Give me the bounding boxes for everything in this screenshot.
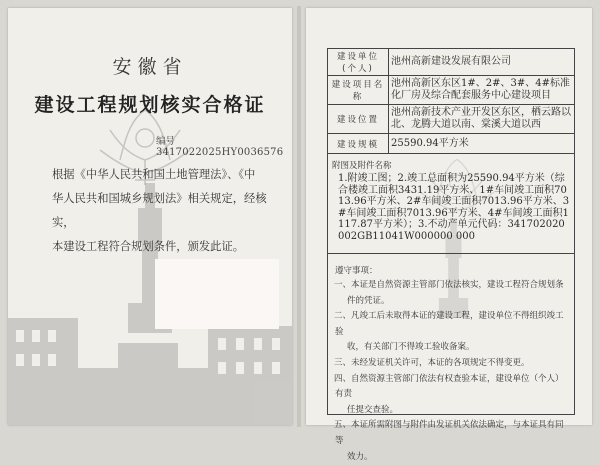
redacted-area xyxy=(155,259,279,329)
note-item: 四、自然资源主管部门依法有权查验本证，建设单位（个人）有责 xyxy=(334,373,564,400)
page-fold xyxy=(297,6,301,427)
attachments-section xyxy=(327,153,575,254)
certificate-number-label: 编号 xyxy=(156,136,176,147)
table-row xyxy=(328,105,575,134)
attachments-text: 1.附竣工图；2.竣工总面积为25590.94平方米（综合楼竣工面积3431.19平方米、1#车间竣工面积7013.96平方米、2#车间竣工面积7013.96平方米、3#车间竣工面积7013.96平方米、4#车间竣工面积1117.87平方米）；3.不动产单元代码：341702020002GB11041W000000 000 xyxy=(338,173,570,242)
row-label: 建设项目名称 xyxy=(328,76,389,105)
body-line: 根据《中华人民共和国土地管理法》、《中 xyxy=(52,168,256,181)
table-row xyxy=(328,134,575,154)
table-row xyxy=(328,49,575,76)
note-item-continuation: 任提交查验。 xyxy=(347,404,399,415)
row-label: 建设规模 xyxy=(328,134,389,154)
table-row xyxy=(328,76,575,105)
notes-list xyxy=(335,278,567,465)
certificate-number xyxy=(156,133,292,158)
note-item-continuation: 效力。 xyxy=(347,451,373,462)
province-heading: 安徽省 xyxy=(112,56,188,78)
row-value: 池州高新技术产业开发区东区，栖云路以北、龙腾大道以南、棠溪大道以西 xyxy=(389,105,575,134)
certificate-title: 建设工程规划核实合格证 xyxy=(34,94,266,116)
note-item-continuation: 件的凭证。 xyxy=(347,295,390,306)
notes-section xyxy=(327,253,575,462)
row-value: 池州高新建设发展有限公司 xyxy=(389,49,575,76)
note-item-continuation: 收，有关部门不得竣工验收备案。 xyxy=(347,342,475,353)
row-value: 池州高新区东区1#、2#、3#、4#标准化厂房及综合配套服务中心建设项目 xyxy=(389,76,575,105)
notes-title: 遵守事项： xyxy=(335,266,378,276)
body-line: 华人民共和国城乡规划法》相关规定，经核实， xyxy=(52,192,267,229)
certificate-number-value: 3417022025HY0036576 xyxy=(156,147,284,158)
note-item: 三、未经发证机关许可，本证的各项规定不得变更。 xyxy=(334,357,530,368)
body-line: 本建设工程符合规划条件，颁发此证。 xyxy=(52,240,245,253)
row-label: 建设位置 xyxy=(328,105,389,134)
certificate-body xyxy=(52,163,278,259)
attachments-title: 附图及附件名称 xyxy=(332,161,392,171)
certificate-front-page xyxy=(8,8,292,425)
note-item: 二、凡竣工后未取得本证的建设工程，建设单位不得组织竣工验 xyxy=(334,311,564,337)
note-item: 五、本证所需附图与附件由发证机关依法确定，与本证具有同等 xyxy=(334,420,564,446)
row-value: 25590.94平方米 xyxy=(389,134,575,154)
note-item: 一、本证是自然资源主管部门依法核实，建设工程符合规划条 xyxy=(334,280,564,290)
certificate-detail-page xyxy=(306,8,592,462)
project-info-table xyxy=(327,48,575,154)
row-label: 建设单位(个人) xyxy=(328,49,389,76)
